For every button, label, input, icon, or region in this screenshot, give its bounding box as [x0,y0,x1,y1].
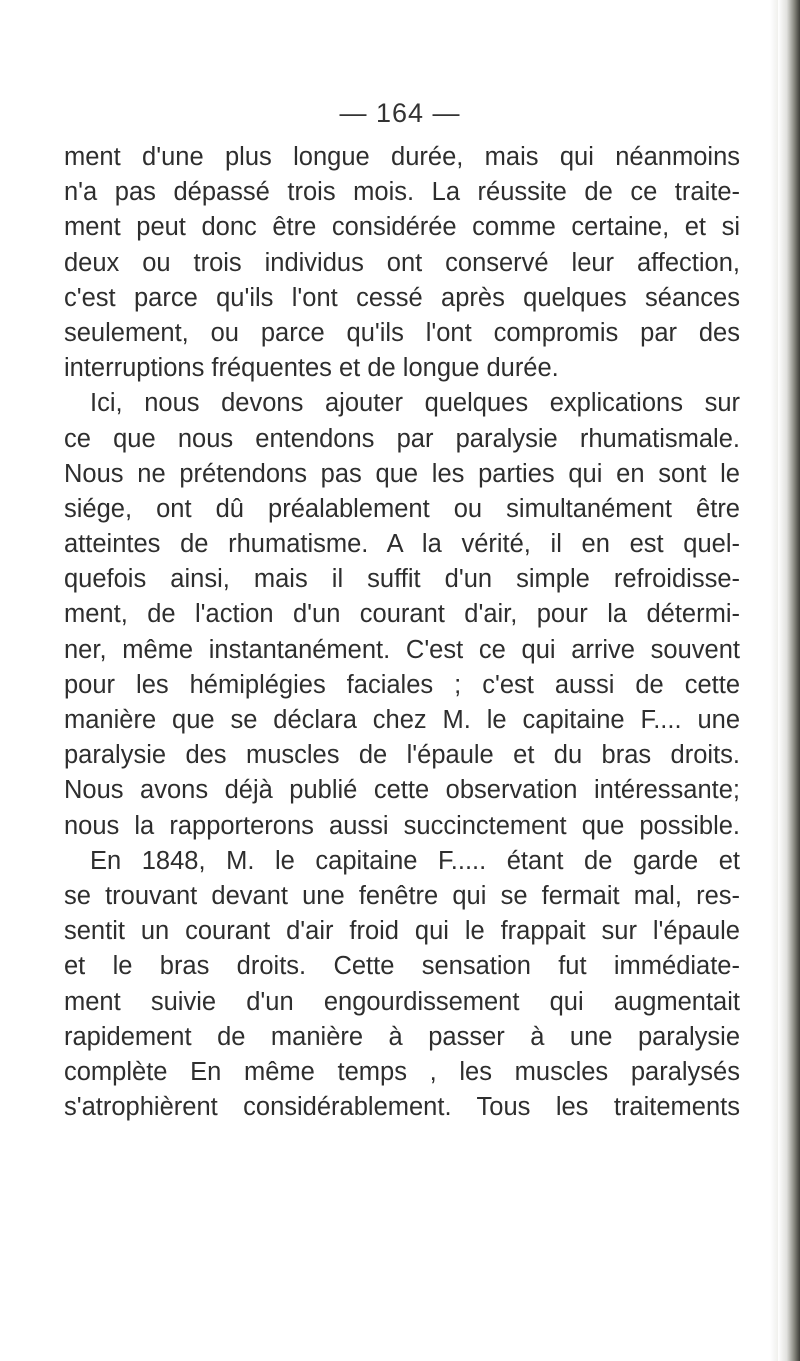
text-line: nous la rapporterons aussi succinctement que possible. [64,811,740,840]
text-line: sentit un courant d'air froid qui le frappait sur l'épaule [64,917,740,946]
text-line: manière que se déclara chez M. le capitaine F.... une [64,706,740,734]
text-line: c'est parce qu'ils l'ont cessé après quelques séances [64,283,740,312]
text-line: n'a pas dépassé trois mois. La réussite de ce traite- [64,178,740,207]
text-line: Nous ne prétendons pas que les parties qui en sont le [64,459,740,488]
text-line: siége, ont dû préalablement ou simultanément être [64,494,740,523]
text-line: complète En même temps , les muscles paralysés [64,1057,740,1086]
body-text [64,140,740,1125]
text-line: deux ou trois individus ont conservé leur affection, [64,248,740,277]
text-line: ner, même instantanément. C'est ce qui arrive souvent [64,635,740,664]
text-line: s'atrophièrent considérablement. Tous les traitements [64,1093,740,1122]
text-line: et le bras droits. Cette sensation fut immédiate- [64,952,740,981]
text-line: rapidement de manière à passer à une paralysie [64,1022,740,1051]
text-line: ment, de l'action d'un courant d'air, pour la détermi- [64,600,740,629]
text-line: seulement, ou parce qu'ils l'ont compromis par des [64,318,740,347]
page-binding-edge [778,0,800,1361]
text-line: atteintes de rhumatisme. A la vérité, il en est quel- [64,530,740,559]
page-number: — 164 — [339,98,461,128]
text-line: ment suivie d'un engourdissement qui augmentait [64,987,740,1016]
text-line: pour les hémiplégies faciales ; c'est aussi de cette [64,670,740,699]
text-line: En 1848, M. le capitaine F..... étant de garde et [90,846,740,875]
text-line: Nous avons déjà publié cette observation intéressante; [64,776,740,805]
text-line: Ici, nous devons ajouter quelques explications sur [90,389,740,418]
text-line: se trouvant devant une fenêtre qui se fermait mal, res- [64,881,740,910]
text-line: ce que nous entendons par paralysie rhumatismale. [64,424,740,453]
text-line: ment d'une plus longue durée, mais qui néanmoins [64,143,740,171]
text-line: quefois ainsi, mais il suffit d'un simple refroidisse- [64,565,740,594]
text-line: interruptions fréquentes et de longue durée. [64,354,559,383]
page-edge-shadow [770,0,778,1361]
text-line: ment peut donc être considérée comme certaine, et si [64,213,740,242]
text-line: paralysie des muscles de l'épaule et du bras droits. [64,741,740,770]
